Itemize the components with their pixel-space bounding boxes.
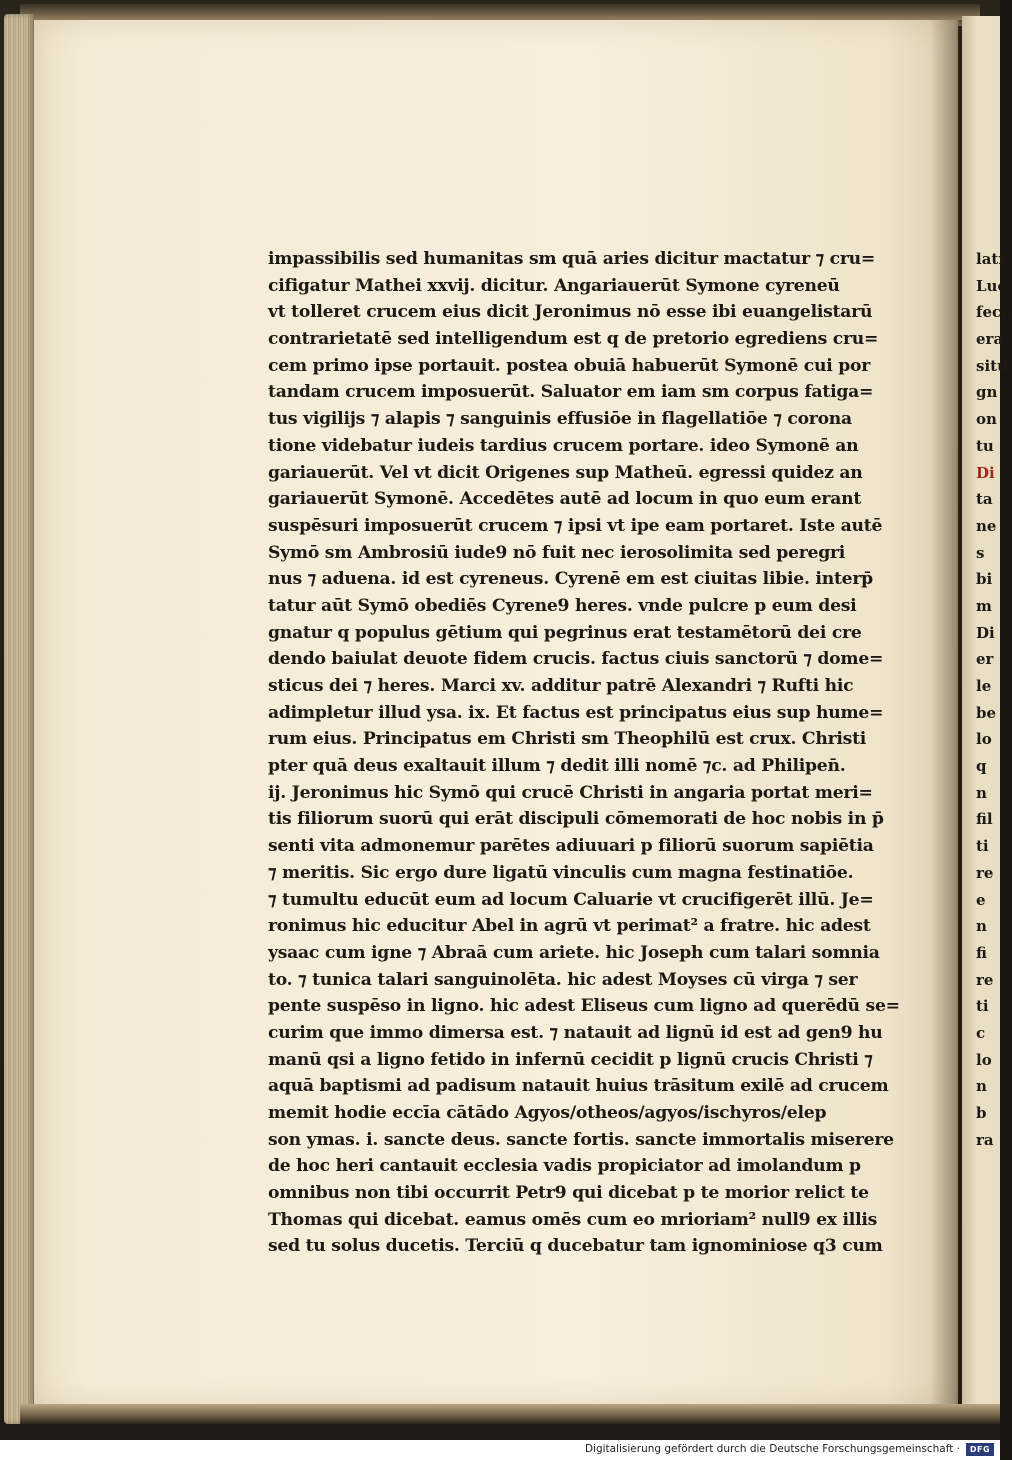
facing-line-fragment: c (976, 1023, 986, 1042)
text-line: Thomas qui dicebat. eamus omēs cum eo mrioriam² null9 ex illis (268, 1209, 878, 1230)
text-line: cem primo ipse portauit. postea obuiā habuerūt Symonē cui por (268, 355, 871, 376)
facing-page-fragments (976, 246, 1012, 1153)
facing-line-fragment: tu (976, 436, 994, 455)
text-line: contrarietatē sed intelligendum est q de pretorio egrediens cru= (268, 329, 879, 350)
facing-line-fragment: latr (976, 250, 1007, 268)
facing-line-fragment: Luc (976, 276, 1007, 295)
text-line: adimpletur illud ysa. ix. Et factus est principatus eius sup hume= (268, 702, 884, 723)
text-line: tandam crucem imposuerūt. Saluator em iam sm corpus fatiga= (268, 382, 874, 403)
facing-line-fragment: re (976, 863, 994, 882)
text-line: gariauerūt. Vel vt dicit Origenes sup Matheū. egressi quidez an (268, 462, 863, 483)
text-line: ⁊ meritis. Sic ergo dure ligatū vinculis cum magna festinatiōe. (268, 862, 854, 883)
text-line: de hoc heri cantauit ecclesia vadis propiciator ad imolandum p (268, 1156, 861, 1177)
text-line: gariauerūt Symonē. Accedētes autē ad locum in quo eum erant (268, 489, 862, 510)
text-line: omnibus non tibi occurrit Petr9 qui dicebat p te morior relict te (268, 1183, 869, 1204)
text-line: vt tolleret crucem eius dicit Jeronimus nō esse ibi euangelistarū (268, 302, 873, 323)
facing-line-fragment: n (976, 1077, 987, 1096)
text-line: ⁊ tumultu educūt eum ad locum Caluarie vt crucifigerēt illū. Je= (268, 889, 874, 910)
facing-line-fragment: s (976, 543, 985, 562)
text-line: pente suspēso in ligno. hic adest Eliseus cum ligno ad querēdū se= (268, 996, 900, 1017)
text-line: tatur aūt Symō obediēs Cyrene9 heres. vnde pulcre p eum desi (268, 595, 857, 616)
text-line: manū qsi a ligno fetido in infernū cecidit p lignū crucis Christi ⁊ (268, 1049, 873, 1070)
text-line: rum eius. Principatus em Christi sm Theophilū est crux. Christi (268, 729, 867, 750)
facing-line-fragment: ra (976, 1130, 994, 1149)
text-line: tus vigilijs ⁊ alapis ⁊ sanguinis effusiōe in flagellatiōe ⁊ corona (268, 409, 852, 430)
facing-line-fragment: lo (976, 730, 992, 749)
facing-line-fragment: lo (976, 1050, 992, 1069)
facing-line-fragment: re (976, 970, 994, 989)
text-line: senti vita admonemur parētes adiuuari p filiorū suorum sapiētia (268, 836, 874, 857)
facing-line-fragment: era (976, 330, 1004, 349)
text-line: sticus dei ⁊ heres. Marci xv. additur patrē Alexandri ⁊ Rufti hic (268, 676, 854, 696)
facing-line-fragment: e (976, 890, 986, 909)
facing-line-fragment: gn (976, 383, 998, 402)
text-line: sed tu solus ducetis. Terciū q ducebatur tam ignominiose q3 cum (268, 1236, 883, 1257)
facing-line-fragment: ta (976, 490, 993, 509)
facing-line-fragment: le (976, 677, 992, 695)
footer-bar (0, 1440, 1000, 1460)
text-line: impassibilis sed humanitas sm quā aries dicitur mactatur ⁊ cru= (268, 249, 876, 269)
facing-line-fragment: be (976, 703, 997, 722)
facing-line-fragment: ti (976, 997, 989, 1016)
text-line: gnatur q populus gētium qui pegrinus erat testamētorū dei cre (268, 622, 862, 643)
facing-line-fragment: ti (976, 837, 989, 856)
facing-line-fragment: on (976, 410, 997, 429)
text-line: aquā baptismi ad padisum natauit huius trāsitum exilē ad crucem (268, 1076, 889, 1097)
facing-line-fragment: q (976, 757, 987, 776)
text-line: memit hodie eccīa cātādo Agyos/otheos/agyos/ischyros/elep (268, 1103, 827, 1123)
text-line: dendo baiulat deuote fidem crucis. factus ciuis sanctorū ⁊ dome= (268, 649, 884, 670)
facing-line-fragment: b (976, 1104, 987, 1122)
facing-line-fragment: situ (976, 356, 1008, 375)
text-line: cifigatur Mathei xxvij. dicitur. Angariauerūt Symone cyreneū (268, 275, 840, 296)
facing-line-fragment: fecu (976, 303, 1012, 322)
text-line: suspēsuri imposuerūt crucem ⁊ ipsi vt ipe eam portaret. Iste autē (268, 515, 883, 536)
facing-line-fragment: ne (976, 516, 997, 535)
text-line: to. ⁊ tunica talari sanguinolēta. hic adest Moyses cū virga ⁊ ser (268, 969, 858, 990)
facing-line-fragment: m (976, 596, 992, 615)
dfg-logo-icon: DFG (966, 1443, 994, 1456)
text-line: tis filiorum suorū qui erāt discipuli cōmemorati de hoc nobis in p̄ (268, 809, 884, 830)
text-line: pter quā deus exaltauit illum ⁊ dedit illi nomē ⁊c. ad Philipen̄. (268, 756, 846, 777)
facing-line-fragment: n (976, 917, 987, 936)
text-line: tione videbatur iudeis tardius crucem portare. ideo Symonē an (268, 435, 859, 456)
facing-line-fragment: er (976, 650, 994, 669)
page-stack-edge (4, 14, 34, 1424)
text-line: ysaac cum igne ⁊ Abraā cum ariete. hic Joseph cum talari somnia (268, 942, 880, 963)
text-line: son ymas. i. sancte deus. sancte fortis. sancte immortalis miserere (268, 1129, 894, 1150)
text-line: Symō sm Ambrosiū iude9 nō fuit nec ierosolimita sed peregri (268, 542, 846, 563)
text-line: ij. Jeronimus hic Symō qui crucē Christi in angaria portat meri= (268, 782, 873, 803)
facing-line-fragment: Di (976, 463, 995, 482)
facing-line-fragment: fil (976, 810, 993, 829)
digitization-credit: Digitalisierung gefördert durch die Deutsche Forschungsgemeinschaft · (584, 1443, 960, 1455)
text-line: nus ⁊ aduena. id est cyreneus. Cyrenē em est ciuitas libie. interp̄ (268, 569, 873, 590)
incunable-text-block (268, 246, 908, 1260)
gutter-shadow (930, 20, 966, 1406)
facing-line-fragment: fi (976, 943, 987, 962)
facing-line-fragment: bi (976, 570, 993, 589)
text-line: curim que immo dimersa est. ⁊ natauit ad lignū id est ad gen9 hu (268, 1022, 883, 1043)
text-line: ronimus hic educitur Abel in agrū vt perimat² a fratre. hic adest (268, 916, 871, 937)
facing-line-fragment: n (976, 783, 987, 802)
page-bottom-edge (20, 1404, 1000, 1424)
facing-line-fragment: Di (976, 623, 995, 642)
